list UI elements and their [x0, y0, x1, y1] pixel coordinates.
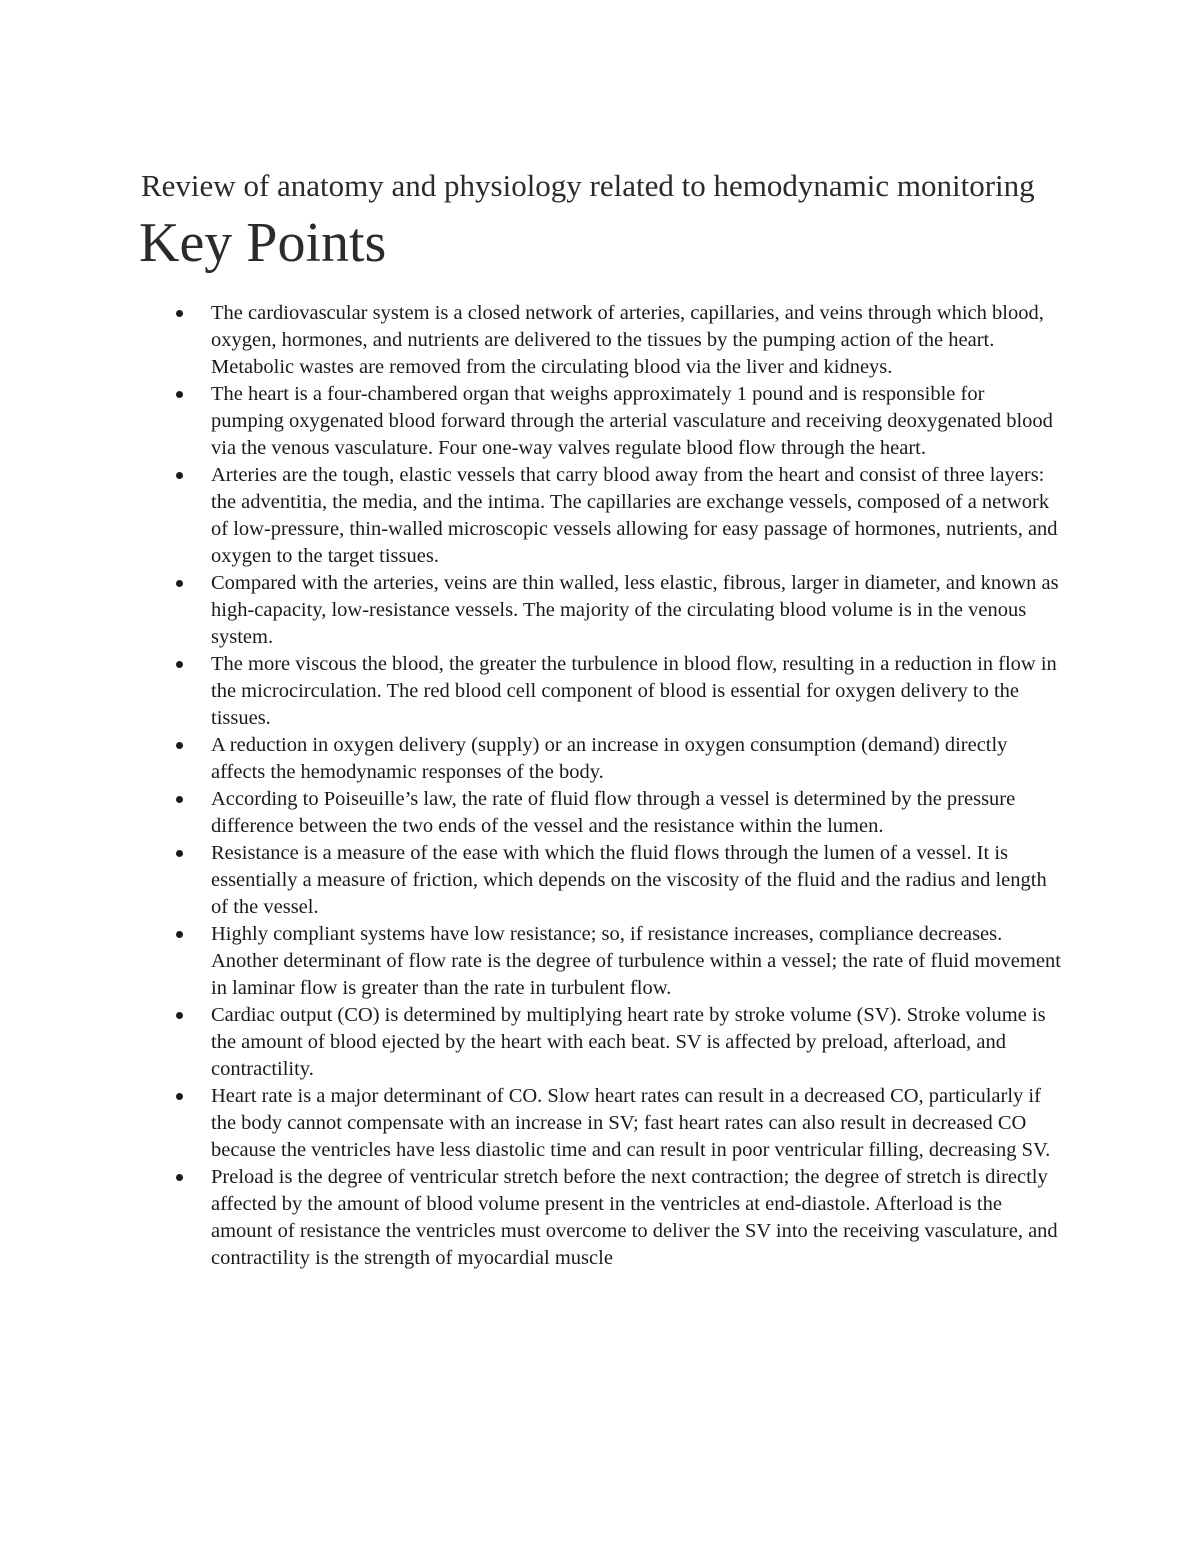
key-points-list — [211, 300, 1061, 1272]
key-point-4 — [211, 570, 1061, 651]
key-point-text: The heart is a four-chambered organ that weighs approximately 1 pound and is responsible for pumping oxygenated blood forward through the arterial vasculature and receiving deoxygenated blood via the venous vasculature. Four one-way valves regulate blood flow through the heart. — [211, 383, 1053, 459]
bullet-icon — [173, 1164, 185, 1191]
bullet-icon — [173, 570, 185, 597]
key-point-5 — [211, 651, 1061, 732]
key-point-1 — [211, 300, 1061, 381]
bullet-icon — [173, 840, 185, 867]
document-title: Key Points — [139, 212, 387, 274]
key-point-12 — [211, 1164, 1061, 1272]
key-point-9 — [211, 921, 1061, 1002]
key-point-text: Highly compliant systems have low resistance; so, if resistance increases, compliance decreases. Another determinant of flow rate is the degree of turbulence within a vessel; the rate of fluid movement in laminar flow is greater than the rate in turbulent flow. — [211, 923, 1061, 999]
bullet-icon — [173, 462, 185, 489]
key-point-text: The cardiovascular system is a closed network of arteries, capillaries, and veins through which blood, oxygen, hormones, and nutrients are delivered to the tissues by the pumping action of the heart. Metabolic wastes are removed from the circulating blood via the liver and kidneys. — [211, 302, 1044, 378]
key-point-6 — [211, 732, 1061, 786]
key-point-2 — [211, 381, 1061, 462]
document-subtitle: Review of anatomy and physiology related to hemodynamic monitoring — [141, 168, 1035, 203]
key-point-text: The more viscous the blood, the greater the turbulence in blood flow, resulting in a reduction in flow in the microcirculation. The red blood cell component of blood is essential for oxygen delivery to the tissues. — [211, 653, 1057, 729]
key-point-11 — [211, 1083, 1061, 1164]
bullet-icon — [173, 651, 185, 678]
key-point-7 — [211, 786, 1061, 840]
key-point-8 — [211, 840, 1061, 921]
key-point-text: According to Poiseuille’s law, the rate of fluid flow through a vessel is determined by the pressure difference between the two ends of the vessel and the resistance within the lumen. — [211, 788, 1016, 837]
key-point-text: Preload is the degree of ventricular stretch before the next contraction; the degree of stretch is directly affected by the amount of blood volume present in the ventricles at end-diastole. Afterload is the amount of resistance the ventricles must overcome to deliver the SV into the receiving vasculature, and contractility is the strength of myocardial muscle — [211, 1166, 1058, 1269]
key-point-text: Resistance is a measure of the ease with which the fluid flows through the lumen of a vessel. It is essentially a measure of friction, which depends on the viscosity of the fluid and the radius and length of the vessel. — [211, 842, 1047, 918]
key-point-text: Cardiac output (CO) is determined by multiplying heart rate by stroke volume (SV). Stroke volume is the amount of blood ejected by the heart with each beat. SV is affected by preload, afterload, and contractility. — [211, 1004, 1046, 1080]
key-point-text: Compared with the arteries, veins are thin walled, less elastic, fibrous, larger in diameter, and known as high-capacity, low-resistance vessels. The majority of the circulating blood volume is in the venous system. — [211, 572, 1059, 648]
key-point-10 — [211, 1002, 1061, 1083]
bullet-icon — [173, 732, 185, 759]
bullet-icon — [173, 786, 185, 813]
bullet-icon — [173, 921, 185, 948]
bullet-icon — [173, 1002, 185, 1029]
bullet-icon — [173, 300, 185, 327]
key-point-text: A reduction in oxygen delivery (supply) or an increase in oxygen consumption (demand) directly affects the hemodynamic responses of the body. — [211, 734, 1008, 783]
bullet-icon — [173, 1083, 185, 1110]
key-point-text: Arteries are the tough, elastic vessels that carry blood away from the heart and consist of three layers: the adventitia, the media, and the intima. The capillaries are exchange vessels, composed of a network of low-pressure, thin-walled microscopic vessels allowing for easy passage of hormones, nutrients, and oxygen to the target tissues. — [211, 464, 1058, 567]
key-point-text: Heart rate is a major determinant of CO. Slow heart rates can result in a decreased CO, particularly if the body cannot compensate with an increase in SV; fast heart rates can also result in decreased CO because the ventricles have less diastolic time and can result in poor ventricular filling, decreasing SV. — [211, 1085, 1051, 1161]
key-point-3 — [211, 462, 1061, 570]
bullet-icon — [173, 381, 185, 408]
